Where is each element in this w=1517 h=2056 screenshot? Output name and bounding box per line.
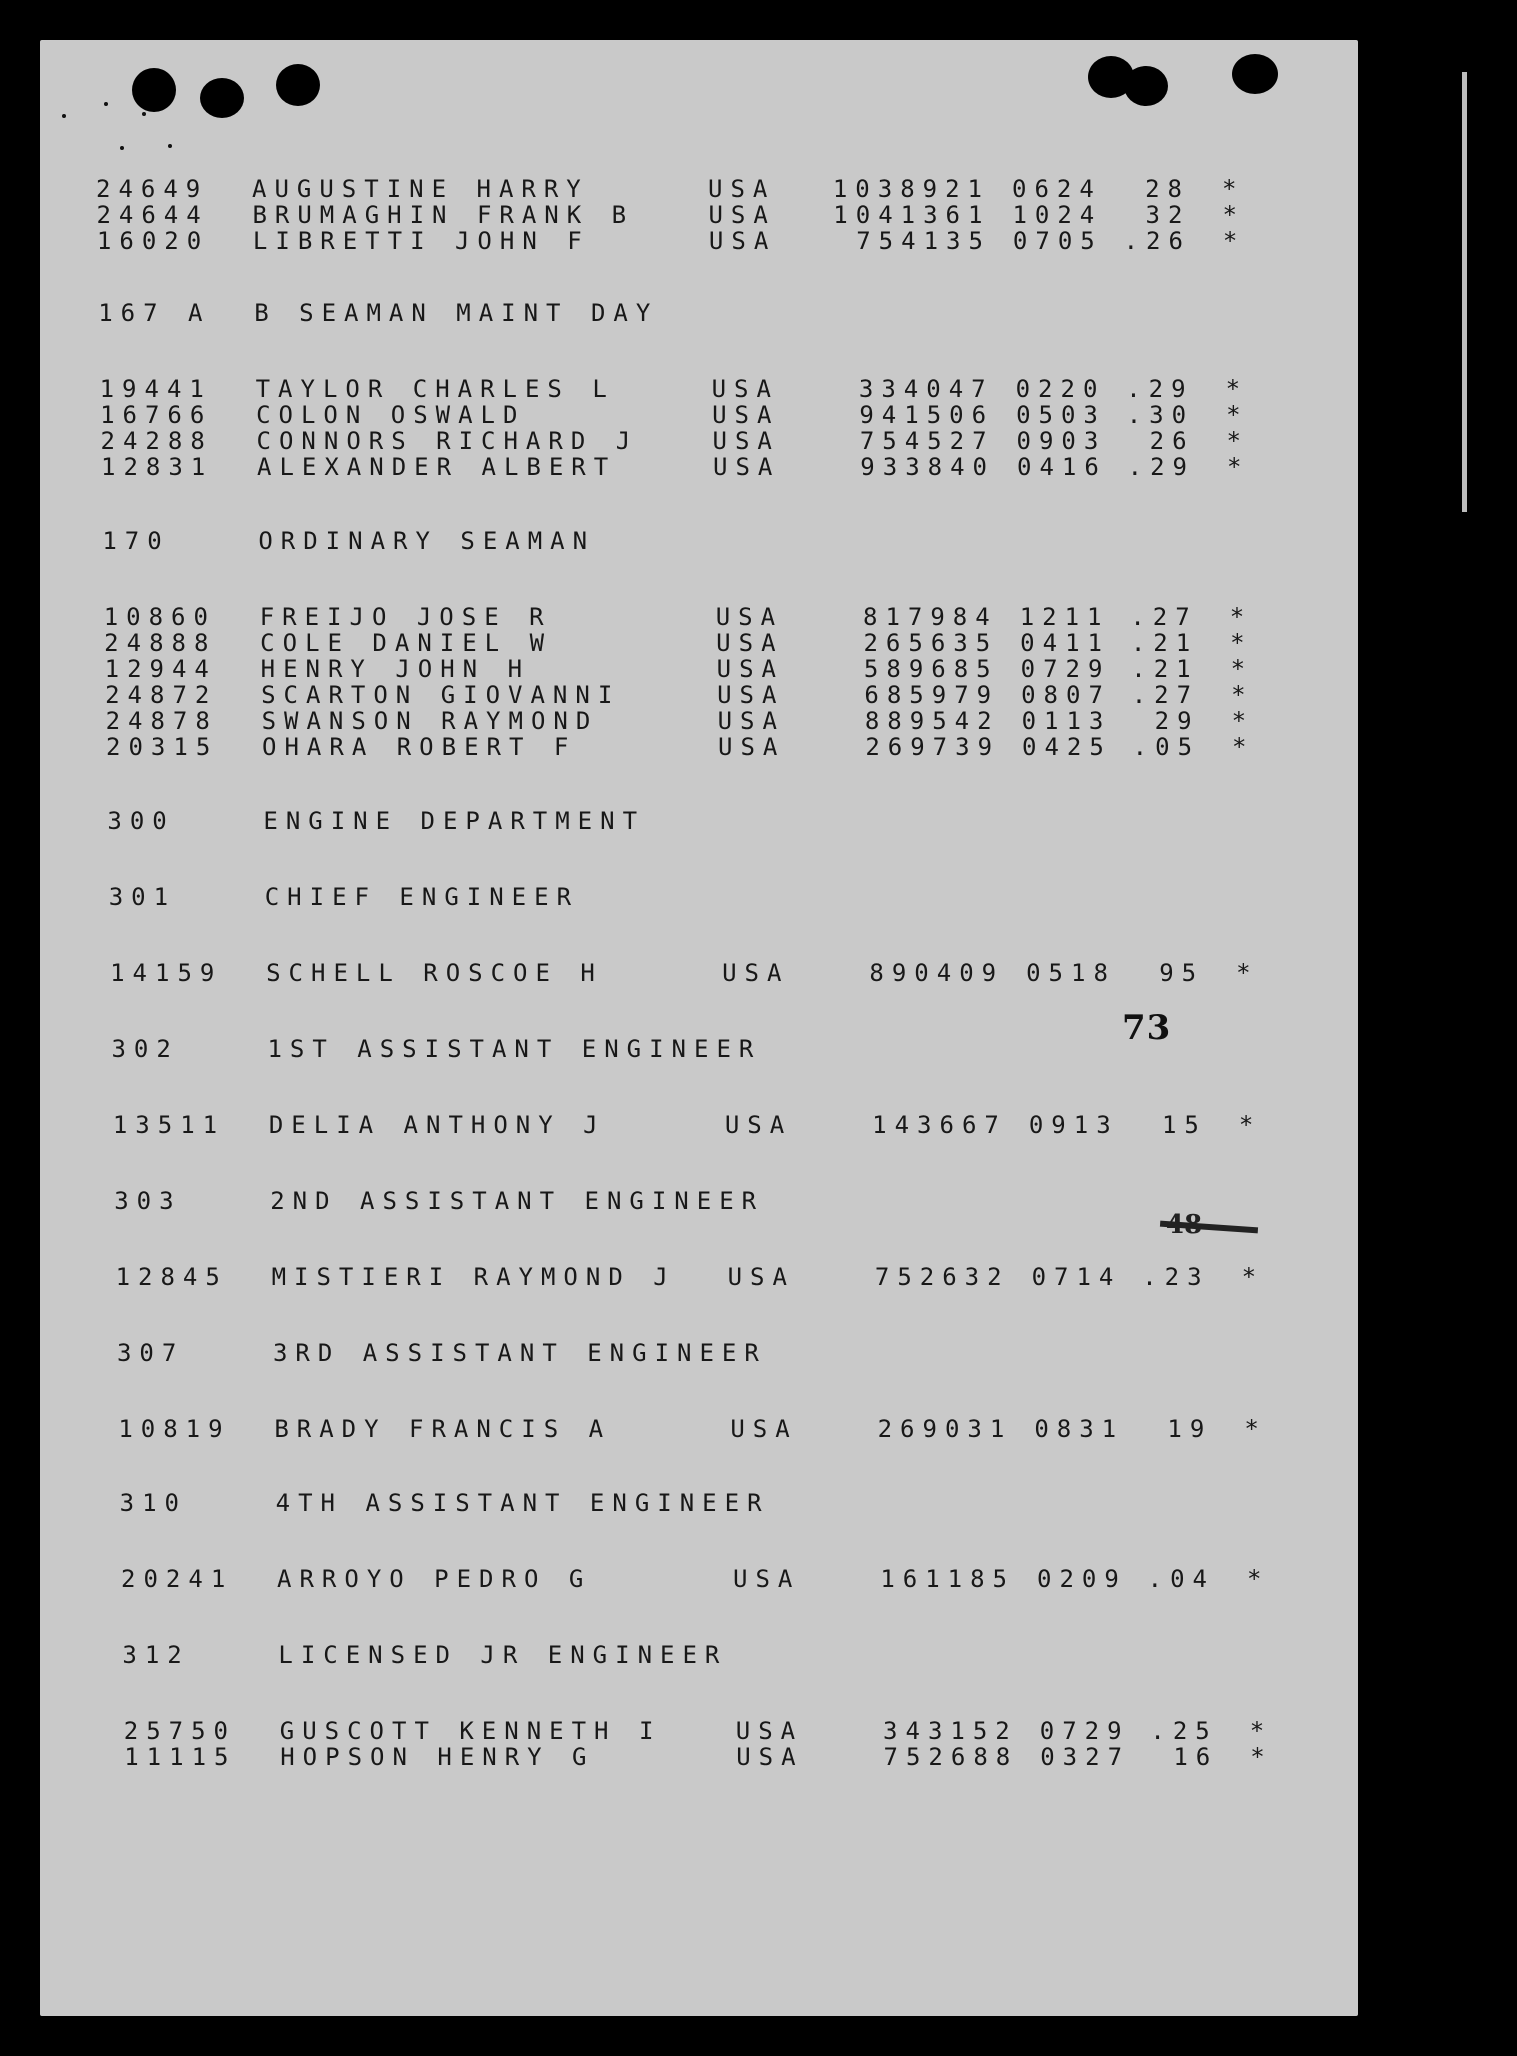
crew-name: SCHELL ROSCOE H [266, 959, 603, 987]
crew-name: LIBRETTI JOHN F [252, 227, 590, 255]
crew-row [0, 682, 1400, 708]
nationality: USA [708, 175, 776, 203]
crew-row [0, 656, 1400, 682]
age-value: 16 [1173, 1743, 1219, 1771]
crew-id: 16020 [96, 227, 210, 255]
crew-id: 24649 [96, 175, 209, 203]
crew-row [0, 1566, 1400, 1592]
crew-name: DELIA ANTHONY J [268, 1111, 606, 1139]
section-header [0, 1490, 1400, 1516]
section-title: ORDINARY SEAMAN [258, 527, 596, 555]
section-title: LICENSED JR ENGINEER [278, 1641, 728, 1669]
asterisk-mark: * [1222, 175, 1245, 203]
speck [142, 112, 146, 116]
nationality: USA [711, 375, 779, 403]
section-header [0, 884, 1400, 910]
crew-row [0, 960, 1400, 986]
crew-row [0, 1744, 1400, 1770]
nationality: USA [735, 1717, 804, 1745]
crew-id: 13511 [112, 1111, 226, 1139]
speck [120, 146, 124, 150]
crew-id: 19441 [99, 375, 212, 403]
crew-name: SWANSON RAYMOND [261, 707, 599, 735]
asterisk-mark: * [1222, 227, 1246, 255]
adjacent-page-edge [1462, 72, 1467, 512]
age-value: 19 [1167, 1415, 1213, 1443]
nationality: USA [712, 401, 780, 429]
section-code: 312 [122, 1641, 190, 1669]
document-number: 343152 [883, 1717, 1018, 1745]
age-value: .21 [1130, 629, 1199, 657]
age-value: .29 [1127, 453, 1195, 481]
document-number: 754527 [859, 427, 995, 455]
punch-hole [132, 68, 176, 112]
document-number: 1038921 [832, 175, 990, 203]
crew-row [0, 1112, 1400, 1138]
section-code: 170 [102, 527, 170, 555]
date-code: 0913 [1028, 1111, 1119, 1139]
crew-name: ALEXANDER ALBERT [257, 453, 617, 481]
asterisk-mark: * [1226, 401, 1249, 429]
crew-row [0, 708, 1400, 734]
document-number: 941506 [859, 401, 995, 429]
document-number: 1041361 [833, 201, 991, 229]
age-value: .30 [1126, 401, 1195, 429]
crew-id: 24644 [96, 201, 209, 229]
section-title: 1ST ASSISTANT ENGINEER [267, 1035, 762, 1063]
section-header [0, 528, 1400, 554]
section-title: 3RD ASSISTANT ENGINEER [272, 1339, 767, 1367]
section-header [0, 1642, 1400, 1668]
crew-name: BRUMAGHIN FRANK B [252, 201, 635, 229]
document-number: 752688 [883, 1743, 1019, 1771]
crew-name: OHARA ROBERT F [262, 733, 577, 761]
age-value: .27 [1131, 681, 1200, 709]
crew-name: BRADY FRANCIS A [274, 1415, 612, 1443]
age-value: .21 [1131, 655, 1199, 683]
crew-id: 12845 [115, 1263, 228, 1291]
nationality: USA [736, 1743, 804, 1771]
crew-name: MISTIERI RAYMOND J [271, 1263, 676, 1291]
document-number: 685979 [864, 681, 1000, 709]
asterisk-mark: * [1250, 1743, 1273, 1771]
nationality: USA [722, 959, 790, 987]
crew-id: 10819 [118, 1415, 231, 1443]
date-code: 0518 [1026, 959, 1116, 987]
document-number: 817984 [863, 603, 998, 631]
crew-id: 24288 [100, 427, 213, 455]
section-code: 301 [108, 883, 177, 911]
nationality: USA [708, 201, 776, 229]
crew-name: COLON OSWALD [256, 401, 526, 429]
date-code: 0729 [1020, 655, 1111, 683]
nationality: USA [713, 453, 781, 481]
document-number: 161185 [880, 1565, 1016, 1593]
crew-name: HENRY JOHN H [260, 655, 531, 683]
document-number: 752632 [874, 1263, 1010, 1291]
document-number: 890409 [869, 959, 1005, 987]
nationality: USA [717, 681, 785, 709]
crew-row [0, 376, 1400, 402]
crew-name: HOPSON HENRY G [280, 1743, 595, 1771]
date-code: 0903 [1016, 427, 1107, 455]
asterisk-mark: * [1225, 375, 1249, 403]
document-number: 143667 [872, 1111, 1007, 1139]
speck [62, 114, 66, 118]
section-title: 2ND ASSISTANT ENGINEER [270, 1187, 765, 1215]
crew-id: 20315 [106, 733, 219, 761]
section-code: 303 [114, 1187, 182, 1215]
crew-row [0, 176, 1400, 202]
section-title: CHIEF ENGINEER [264, 883, 580, 911]
age-value: .05 [1132, 733, 1201, 761]
asterisk-mark: * [1238, 1111, 1262, 1139]
date-code: 0714 [1031, 1263, 1122, 1291]
date-code: 0624 [1012, 175, 1102, 203]
section-title: B SEAMAN MAINT DAY [254, 299, 659, 327]
age-value: 29 [1154, 707, 1200, 735]
section-code: 310 [119, 1489, 187, 1517]
document-number: 269031 [877, 1415, 1013, 1443]
nationality: USA [727, 1263, 795, 1291]
punch-hole [1232, 54, 1278, 94]
document-number: 933840 [860, 453, 995, 481]
speck [168, 144, 172, 148]
crew-name: GUSCOTT KENNETH I [279, 1717, 662, 1745]
age-value: .04 [1147, 1565, 1216, 1593]
section-header [0, 300, 1400, 326]
nationality: USA [724, 1111, 793, 1139]
asterisk-mark: * [1230, 629, 1253, 657]
nationality: USA [733, 1565, 801, 1593]
crew-id: 14159 [110, 959, 223, 987]
nationality: USA [716, 629, 784, 657]
crew-row [0, 454, 1400, 480]
crew-name: SCARTON GIOVANNI [261, 681, 621, 709]
document-number: 269739 [865, 733, 1001, 761]
crew-name: AUGUSTINE HARRY [252, 175, 589, 203]
section-code: 167 A [98, 299, 211, 327]
asterisk-mark: * [1232, 733, 1255, 761]
date-code: 0705 [1012, 227, 1103, 255]
crew-row [0, 1264, 1400, 1290]
crew-id: 16766 [100, 401, 213, 429]
nationality: USA [708, 227, 777, 255]
crew-id: 11115 [124, 1743, 237, 1771]
age-value: 15 [1161, 1111, 1207, 1139]
date-code: 0831 [1034, 1415, 1125, 1443]
age-value: .25 [1150, 1717, 1218, 1745]
document-number: 334047 [858, 375, 994, 403]
asterisk-mark: * [1227, 453, 1250, 481]
age-value: .29 [1126, 375, 1194, 403]
crew-row [0, 428, 1400, 454]
age-value: 95 [1159, 959, 1205, 987]
asterisk-mark: * [1236, 959, 1259, 987]
age-value: .23 [1142, 1263, 1210, 1291]
document-number: 754135 [856, 227, 991, 255]
section-code: 307 [116, 1339, 185, 1367]
asterisk-mark: * [1230, 655, 1254, 683]
date-code: 1024 [1012, 201, 1103, 229]
crew-row [0, 1416, 1400, 1442]
crew-row [0, 402, 1400, 428]
date-code: 0113 [1021, 707, 1112, 735]
date-code: 0327 [1040, 1743, 1131, 1771]
age-value: 26 [1149, 427, 1195, 455]
section-title: ENGINE DEPARTMENT [263, 807, 646, 835]
asterisk-mark: * [1244, 1415, 1267, 1443]
asterisk-mark: * [1226, 427, 1249, 455]
date-code: 0729 [1039, 1717, 1130, 1745]
section-header [0, 1340, 1400, 1366]
crew-row [0, 734, 1400, 760]
date-code: 0503 [1016, 401, 1106, 429]
age-value: 28 [1145, 175, 1190, 203]
crew-row [0, 604, 1400, 630]
asterisk-mark: * [1241, 1263, 1265, 1291]
nationality: USA [718, 733, 786, 761]
crew-row [0, 202, 1400, 228]
speck [104, 102, 108, 106]
punch-hole [276, 64, 320, 106]
crew-row [0, 630, 1400, 656]
crew-name: TAYLOR CHARLES L [255, 375, 615, 403]
date-code: 0209 [1037, 1565, 1127, 1593]
crew-id: 12944 [104, 655, 217, 683]
crew-id: 24872 [105, 681, 218, 709]
section-header [0, 1036, 1400, 1062]
crew-id: 25750 [123, 1717, 236, 1745]
crew-id: 10860 [103, 603, 216, 631]
crew-id: 12831 [101, 453, 214, 481]
age-value: .27 [1130, 603, 1198, 631]
crew-name: FREIJO JOSE R [259, 603, 552, 631]
crew-id: 24878 [105, 707, 218, 735]
punch-hole [1124, 66, 1168, 106]
asterisk-mark: * [1249, 1717, 1273, 1745]
section-title: 4TH ASSISTANT ENGINEER [275, 1489, 770, 1517]
crew-name: ARROYO PEDRO G [277, 1565, 592, 1593]
crew-row [0, 1718, 1400, 1744]
crew-name: COLE DANIEL W [260, 629, 553, 657]
date-code: 0807 [1021, 681, 1111, 709]
date-code: 0425 [1022, 733, 1112, 761]
document-number: 889542 [864, 707, 1000, 735]
document-number: 265635 [863, 629, 999, 657]
date-code: 0220 [1015, 375, 1106, 403]
asterisk-mark: * [1231, 681, 1254, 709]
nationality: USA [716, 655, 784, 683]
nationality: USA [712, 427, 780, 455]
page-number: 73 [1122, 1008, 1172, 1048]
nationality: USA [730, 1415, 798, 1443]
section-header [0, 808, 1400, 834]
punch-hole [200, 78, 244, 118]
asterisk-mark: * [1222, 201, 1245, 229]
nationality: USA [717, 707, 785, 735]
date-code: 0416 [1017, 453, 1107, 481]
section-code: 300 [107, 807, 175, 835]
section-code: 302 [111, 1035, 179, 1063]
crew-id: 24888 [104, 629, 217, 657]
crew-id: 20241 [121, 1565, 234, 1593]
asterisk-mark: * [1229, 603, 1253, 631]
age-value: 32 [1145, 201, 1191, 229]
document-number: 589685 [863, 655, 999, 683]
crew-name: CONNORS RICHARD J [256, 427, 639, 455]
date-code: 0411 [1020, 629, 1110, 657]
crew-row [0, 228, 1400, 254]
date-code: 1211 [1019, 603, 1110, 631]
nationality: USA [715, 603, 784, 631]
asterisk-mark: * [1231, 707, 1255, 735]
age-value: .26 [1123, 227, 1191, 255]
asterisk-mark: * [1247, 1565, 1270, 1593]
